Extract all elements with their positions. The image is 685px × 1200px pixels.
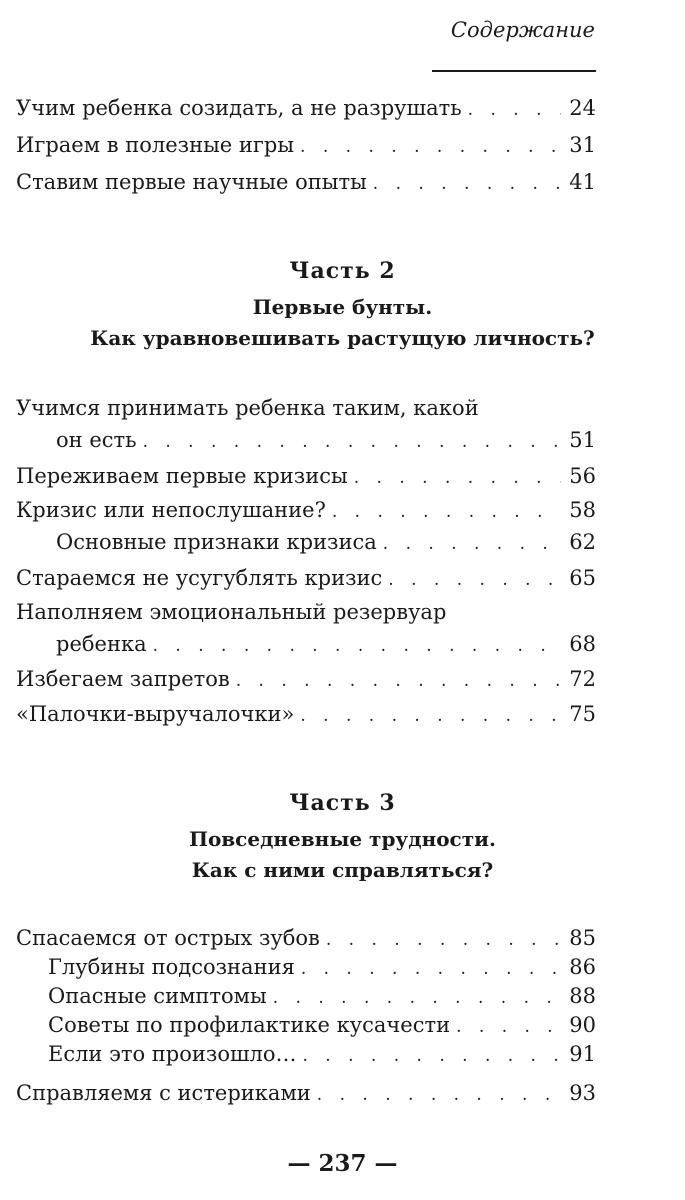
toc-entry-page: 86 (569, 955, 596, 979)
running-head-rule (432, 70, 596, 72)
toc-entry-title-line1: Наполняем эмоциональный резервуар (16, 600, 447, 624)
dot-leader (383, 528, 562, 560)
toc-subentry[interactable] (16, 1040, 596, 1069)
dot-leader (326, 926, 561, 955)
part-title-line2: Как уравновешивать растущую личность? (90, 326, 595, 350)
toc-entry-title: Глубины подсознания (48, 955, 295, 979)
page-number: — 237 — (287, 1150, 398, 1177)
toc-entry[interactable] (16, 924, 596, 953)
toc-entry-page: 75 (569, 702, 596, 726)
toc-entry[interactable] (16, 698, 596, 730)
toc-subentry[interactable] (16, 1011, 596, 1040)
part-number: Часть 2 (289, 258, 396, 284)
toc-entry[interactable] (16, 562, 596, 594)
toc-entry-page: 31 (569, 133, 596, 157)
toc-entry-title: Советы по профилактике кусачести (48, 1013, 451, 1037)
dot-leader (236, 665, 562, 697)
dot-leader (273, 984, 562, 1013)
dot-leader (468, 94, 562, 126)
toc-entry-title: Стараемся не усугублять кризис (16, 566, 383, 590)
toc-entry[interactable] (16, 494, 596, 526)
toc-entry-page: 58 (569, 498, 596, 522)
toc-section-part1-continued (16, 92, 596, 198)
toc-entry-page: 41 (569, 170, 596, 194)
toc-entry-title: Спасаемся от острых зубов (16, 926, 320, 950)
toc-entry-page: 93 (569, 1081, 596, 1105)
toc-entry-title: Если это произошло… (48, 1042, 297, 1066)
dot-leader (300, 131, 561, 163)
toc-entry-page: 51 (569, 428, 596, 452)
toc-entry-page: 68 (569, 632, 596, 656)
toc-entry-page: 88 (569, 984, 596, 1008)
toc-entry-title: Опасные симптомы (48, 984, 267, 1008)
dot-leader (332, 496, 561, 528)
toc-entry-title: Избегаем запретов (16, 667, 230, 691)
toc-entry[interactable] (16, 596, 596, 660)
dot-leader (143, 426, 562, 458)
toc-entry[interactable] (16, 92, 596, 124)
toc-section-part3 (16, 924, 596, 1109)
toc-entry-title: «Палочки-выручалочки» (16, 702, 295, 726)
toc-entry-title: ребенка (56, 632, 147, 656)
toc-entry-page: 90 (569, 1013, 596, 1037)
dot-leader (317, 1079, 561, 1111)
toc-subentry[interactable] (16, 526, 596, 558)
toc-entry-title: он есть (56, 428, 137, 452)
dot-leader (373, 168, 561, 200)
part-3-heading (0, 790, 685, 886)
dot-leader (301, 955, 561, 984)
part-number: Часть 3 (289, 790, 396, 816)
toc-entry-title-line1: Учимся принимать ребенка таким, какой (16, 396, 479, 420)
toc-entry-page: 91 (569, 1042, 596, 1066)
dot-leader (388, 564, 561, 596)
dot-leader (354, 462, 562, 494)
toc-entry[interactable] (16, 1077, 596, 1109)
toc-entry-page: 85 (569, 926, 596, 950)
toc-subentry[interactable] (16, 982, 596, 1011)
toc-entry-title: Играем в полезные игры (16, 133, 295, 157)
toc-entry-title: Ставим первые научные опыты (16, 170, 367, 194)
part-2-heading (0, 258, 685, 354)
dot-leader (153, 630, 562, 662)
toc-subentry[interactable] (16, 953, 596, 982)
toc-entry-title: Учим ребенка созидать, а не разрушать (16, 96, 462, 120)
toc-entry-page: 24 (569, 96, 596, 120)
toc-entry-title: Кризис или непослушание? (16, 498, 326, 522)
toc-entry-title: Переживаем первые кризисы (16, 464, 348, 488)
dot-leader (302, 1042, 561, 1071)
dot-leader (456, 1013, 561, 1042)
toc-entry-page: 65 (569, 566, 596, 590)
toc-section-part2 (16, 392, 596, 730)
running-head: Содержание (450, 18, 595, 42)
toc-entry-title: Основные признаки кризиса (56, 530, 377, 554)
toc-entry-title: Справляемя с истериками (16, 1081, 311, 1105)
toc-entry-page: 62 (569, 530, 596, 554)
toc-entry[interactable] (16, 392, 596, 456)
toc-entry-page: 72 (569, 667, 596, 691)
dot-leader (300, 700, 561, 732)
toc-entry[interactable] (16, 129, 596, 161)
toc-entry-page: 56 (569, 464, 596, 488)
part-title-line2: Как с ними справляться? (191, 858, 494, 882)
toc-entry[interactable] (16, 460, 596, 492)
toc-entry[interactable] (16, 166, 596, 198)
toc-entry[interactable] (16, 663, 596, 695)
part-title-line1: Первые бунты. (252, 295, 433, 319)
part-title-line1: Повседневные трудности. (189, 827, 496, 851)
